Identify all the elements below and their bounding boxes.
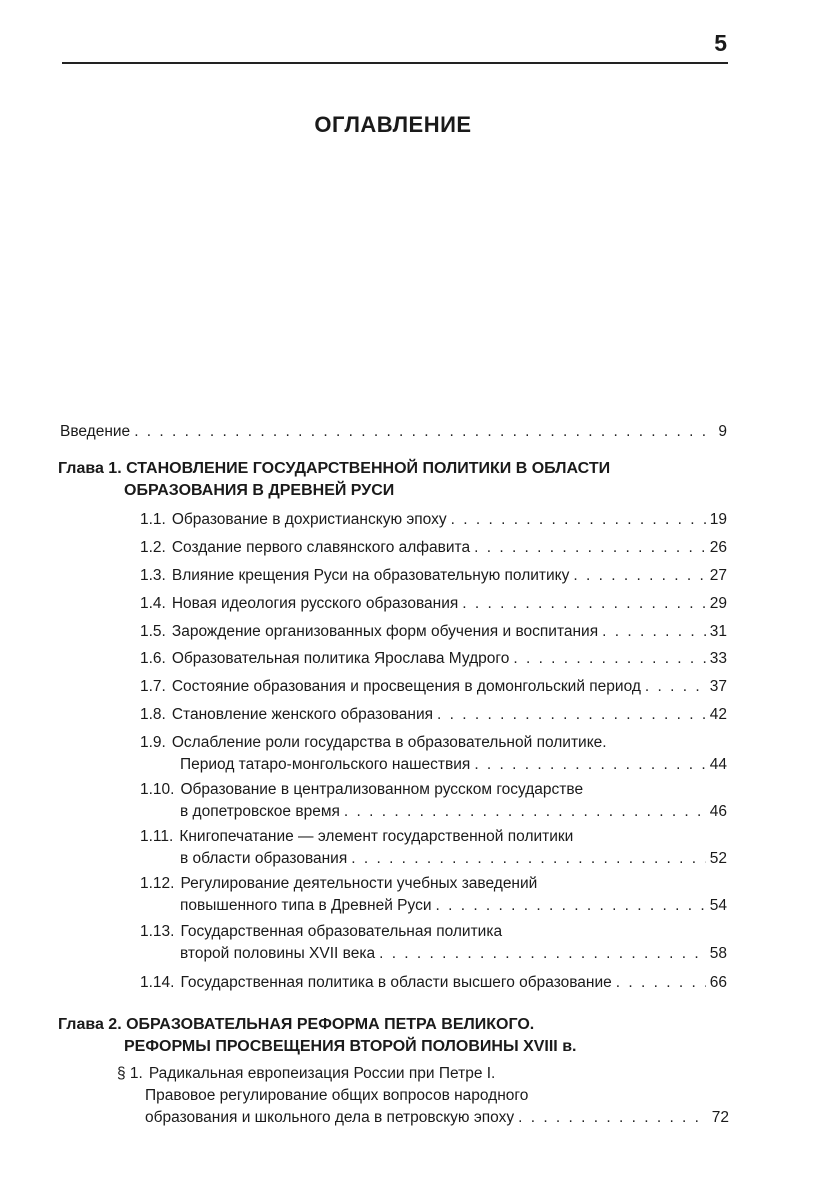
section-title-continued: образования и школьного дела в петровскую эпоху (145, 1109, 515, 1126)
section-number: 1.14. (140, 974, 175, 991)
section-title: Образование в дохристианскую эпоху (171, 511, 447, 528)
section-title: Регулирование деятельности учебных заведений (180, 875, 538, 892)
toc-page-number: 29 (709, 595, 727, 612)
section-title-continued: в допетровское время (180, 803, 340, 820)
section-title: Образовательная политика Ярослава Мудрого (171, 650, 510, 667)
chapter-2-heading[interactable] (58, 1014, 576, 1058)
toc-entry-1-12[interactable] (140, 873, 727, 917)
page-title: ОГЛАВЛЕНИЕ (314, 112, 472, 137)
dot-leader (451, 509, 706, 531)
section-number: 1.6. (140, 650, 166, 667)
toc-entry-1-7[interactable] (140, 676, 727, 698)
section-title-line-1 (140, 921, 727, 943)
page-number: 5 (714, 30, 727, 56)
section-title-continued: второй половины XVII века (180, 945, 376, 962)
toc-entry-intro[interactable] (60, 421, 727, 443)
section-number: 1.2. (140, 539, 166, 556)
dot-leader (435, 895, 705, 917)
toc-page-number: 33 (709, 650, 727, 667)
section-title: Образование в централизованном русском государстве (180, 781, 584, 798)
section-number: 1.10. (140, 781, 175, 798)
toc-entry-2-1[interactable] (117, 1063, 729, 1129)
section-number: 1.7. (140, 678, 166, 695)
section-number: 1.5. (140, 623, 166, 640)
toc-entry-1-1[interactable] (140, 509, 727, 531)
toc-entry-1-5[interactable] (140, 621, 727, 643)
chapter-2-line-2: РЕФОРМЫ ПРОСВЕЩЕНИЯ ВТОРОЙ ПОЛОВИНЫ XVIII в. (124, 1038, 577, 1055)
section-number: 1.8. (140, 706, 166, 723)
toc-entry-1-4[interactable] (140, 593, 727, 615)
section-title: Зарождение организованных форм обучения и воспитания (171, 623, 599, 640)
section-title: Государственная политика в области высшего образование (180, 974, 612, 991)
dot-leader (474, 537, 706, 559)
section-title: Состояние образования и просвещения в домонгольский период (171, 678, 641, 695)
toc-entry-1-2[interactable] (140, 537, 727, 559)
section-title-line-2: Правовое регулирование общих вопросов народного (145, 1087, 529, 1104)
toc-entry-1-11[interactable] (140, 826, 727, 870)
dot-leader (344, 801, 706, 823)
toc-entry-1-9[interactable] (140, 732, 727, 776)
toc-page-number: 37 (709, 678, 727, 695)
section-number: § 1. (117, 1065, 143, 1082)
toc-page-number: 31 (709, 623, 727, 640)
section-title-line-1 (140, 732, 727, 754)
dot-leader (518, 1107, 708, 1129)
section-title: Государственная образовательная политика (180, 923, 503, 940)
section-title: Новая идеология русского образования (171, 595, 459, 612)
toc-page-number: 26 (709, 539, 727, 556)
section-title-continued: в области образования (180, 850, 348, 867)
toc-page-number: 46 (709, 803, 727, 820)
section-title: Радикальная европеизация России при Петре I. (148, 1065, 496, 1082)
toc-page-number: 52 (709, 850, 727, 867)
toc-page-number: 19 (709, 511, 727, 528)
section-title: Ослабление роли государства в образовательной политике. (171, 734, 607, 751)
section-title-line-1 (140, 873, 727, 895)
section-title: Влияние крещения Руси на образовательную политику (171, 567, 570, 584)
chapter-1-heading[interactable] (58, 458, 610, 502)
section-title: Создание первого славянского алфавита (171, 539, 471, 556)
section-title-line-1 (140, 826, 727, 848)
toc-entry-label: Введение (60, 423, 131, 440)
section-number: 1.9. (140, 734, 166, 751)
section-title-line-1 (117, 1063, 729, 1085)
toc-page-number: 66 (709, 974, 727, 991)
toc-page-number: 27 (709, 567, 727, 584)
section-title: Книгопечатание — элемент государственной политики (179, 828, 574, 845)
dot-leader (462, 593, 705, 615)
toc-entry-1-3[interactable] (140, 565, 727, 587)
dot-leader (474, 754, 705, 776)
section-title-continued: Период татаро-монгольского нашествия (180, 756, 471, 773)
toc-page-number: 54 (709, 897, 727, 914)
dot-leader (134, 421, 714, 443)
dot-leader (351, 848, 706, 870)
section-number: 1.4. (140, 595, 166, 612)
section-title: Становление женского образования (171, 706, 433, 723)
toc-page-number: 42 (709, 706, 727, 723)
section-title-line-1 (140, 779, 727, 801)
toc-entry-1-8[interactable] (140, 704, 727, 726)
toc-entry-1-10[interactable] (140, 779, 727, 823)
toc-entry-1-14[interactable] (140, 972, 727, 994)
toc-entry-1-6[interactable] (140, 648, 727, 670)
section-number: 1.11. (140, 828, 174, 845)
dot-leader (513, 648, 705, 670)
chapter-2-line-1: Глава 2. ОБРАЗОВАТЕЛЬНАЯ РЕФОРМА ПЕТРА ВЕЛИКОГО. (58, 1016, 535, 1033)
chapter-1-line-2: ОБРАЗОВАНИЯ В ДРЕВНЕЙ РУСИ (124, 482, 395, 499)
dot-leader (437, 704, 706, 726)
dot-leader (573, 565, 705, 587)
section-number: 1.13. (140, 923, 175, 940)
toc-entry-1-13[interactable] (140, 921, 727, 965)
section-number: 1.12. (140, 875, 175, 892)
dot-leader (602, 621, 706, 643)
dot-leader (616, 972, 706, 994)
section-number: 1.3. (140, 567, 166, 584)
header-rule (62, 62, 728, 64)
toc-page-number: 9 (718, 423, 727, 440)
toc-page-number: 72 (711, 1109, 729, 1126)
section-number: 1.1. (140, 511, 166, 528)
section-title-continued: повышенного типа в Древней Руси (180, 897, 432, 914)
dot-leader (379, 943, 706, 965)
toc-page-number: 44 (709, 756, 727, 773)
chapter-1-line-1: Глава 1. СТАНОВЛЕНИЕ ГОСУДАРСТВЕННОЙ ПОЛИТИКИ В ОБЛАСТИ (58, 460, 611, 477)
dot-leader (645, 676, 706, 698)
toc-page-number: 58 (709, 945, 727, 962)
